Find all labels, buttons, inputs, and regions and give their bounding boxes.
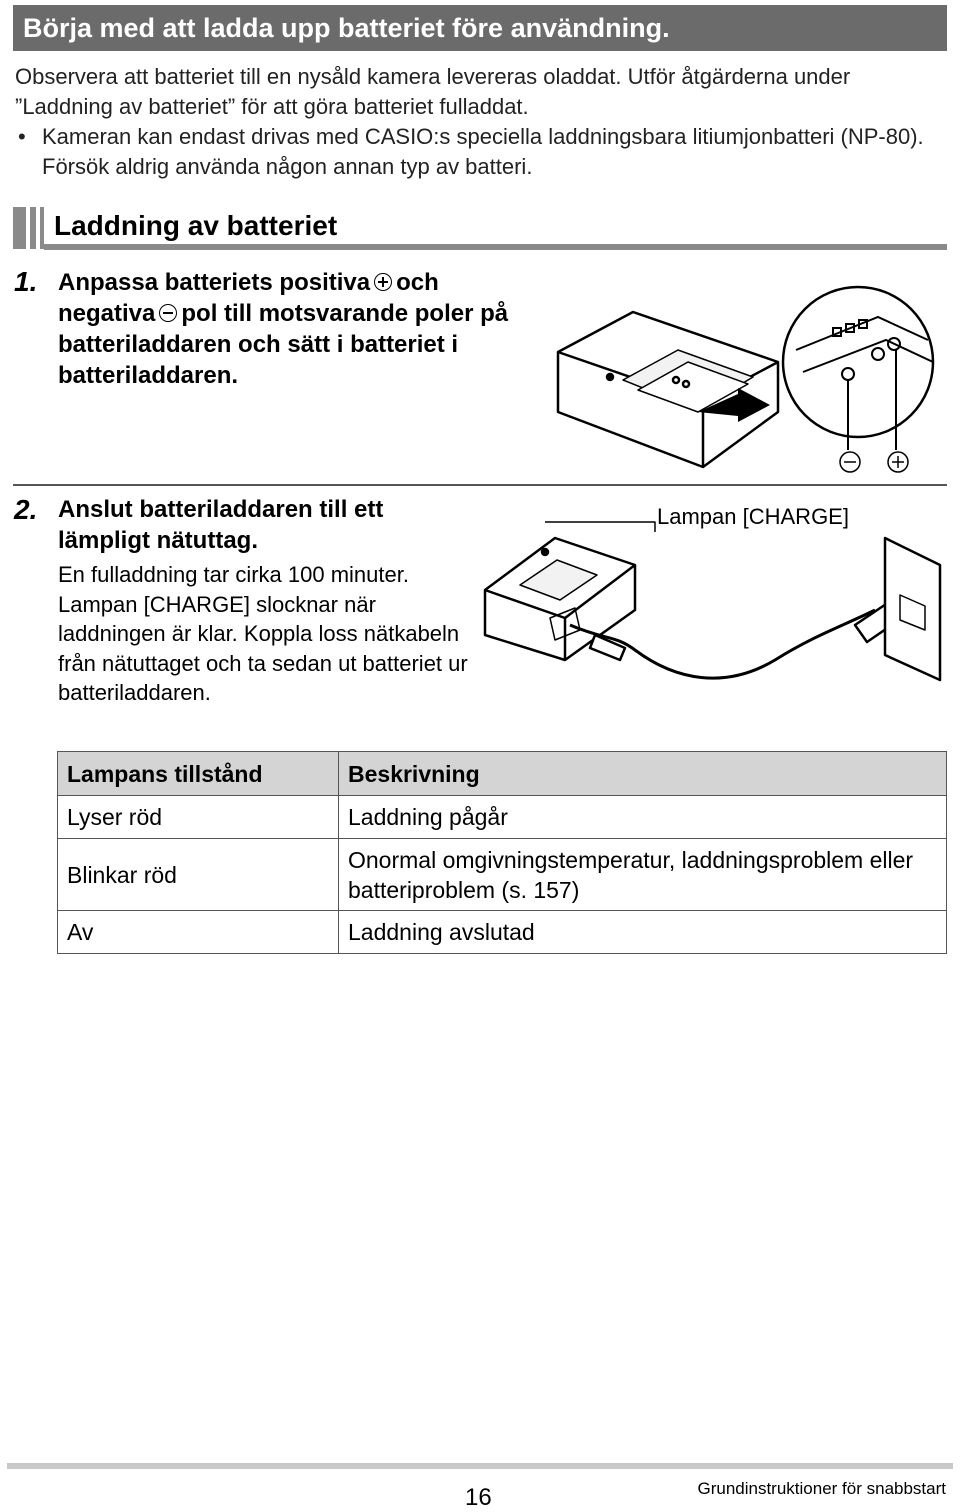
table-header-cell: Lampans tillstånd <box>58 752 339 796</box>
section-title: Laddning av batteriet <box>54 210 338 241</box>
negative-pole-icon <box>159 304 177 322</box>
step1-text <box>58 267 528 391</box>
step2-number: 2. <box>14 494 38 525</box>
step1-text-a: Anpassa batteriets positiva <box>58 269 371 296</box>
battery-insert-illustration <box>548 262 948 482</box>
table-cell-description: Laddning avslutad <box>339 911 947 954</box>
bullet-symbol: • <box>18 124 26 149</box>
section-marker <box>13 207 26 249</box>
table-cell-status: Lyser röd <box>58 796 339 839</box>
step1-text-d: pol till motsvarande poler på batteriladdaren och sätt i batteriet i batteriladdaren. <box>58 300 509 389</box>
table-header-cell: Beskrivning <box>339 752 947 796</box>
page-number: 16 <box>465 1484 492 1511</box>
lamp-status-table <box>57 751 947 954</box>
section-marker <box>30 207 36 249</box>
step1-text-b: och <box>396 269 439 296</box>
table-row <box>58 796 947 839</box>
step2-title: Anslut batteriladdaren till ett lämpligt nätuttag. <box>58 496 384 554</box>
step1-text-c: negativa <box>58 300 156 327</box>
footer-title: Grundinstruktioner för snabbstart <box>697 1479 946 1498</box>
positive-pole-icon <box>374 273 392 291</box>
table-row <box>58 911 947 954</box>
page-banner-title: Börja med att ladda upp batteriet före användning. <box>13 5 947 51</box>
charger-outlet-illustration <box>475 510 950 710</box>
intro-bullet-text: Kameran kan endast drivas med CASIO:s speciella laddningsbara litiumjonbatteri (NP-80). Försök aldrig använda någon annan typ av batteri. <box>42 124 924 179</box>
table-cell-description: Onormal omgivningstemperatur, laddningsproblem eller batteriproblem (s. 157) <box>339 839 947 911</box>
intro-text <box>15 62 950 182</box>
table-cell-status: Av <box>58 911 339 954</box>
table-cell-status: Blinkar röd <box>58 839 339 911</box>
footer-rule <box>7 1463 953 1469</box>
table-cell-description: Laddning pågår <box>339 796 947 839</box>
intro-bullet <box>15 122 950 182</box>
section-rule <box>44 244 947 250</box>
step-divider <box>13 484 947 486</box>
step2-description: En fulladdning tar cirka 100 minuter. Lampan [CHARGE] slocknar när laddningen är klar. Koppla loss nätkabeln från nätuttaget och ta sedan ut batteriet ur batteriladdaren. <box>58 562 468 705</box>
section-marker <box>40 207 44 249</box>
intro-paragraph: Observera att batteriet till en nysåld kamera levereras oladdat. Utför åtgärderna under ”Laddning av batteriet” för att göra batteriet fulladdat. <box>15 64 851 119</box>
step1-number: 1. <box>14 266 38 297</box>
charge-lamp-callout: Lampan [CHARGE] <box>657 504 849 529</box>
table-header-row <box>58 752 947 796</box>
table-row <box>58 839 947 911</box>
